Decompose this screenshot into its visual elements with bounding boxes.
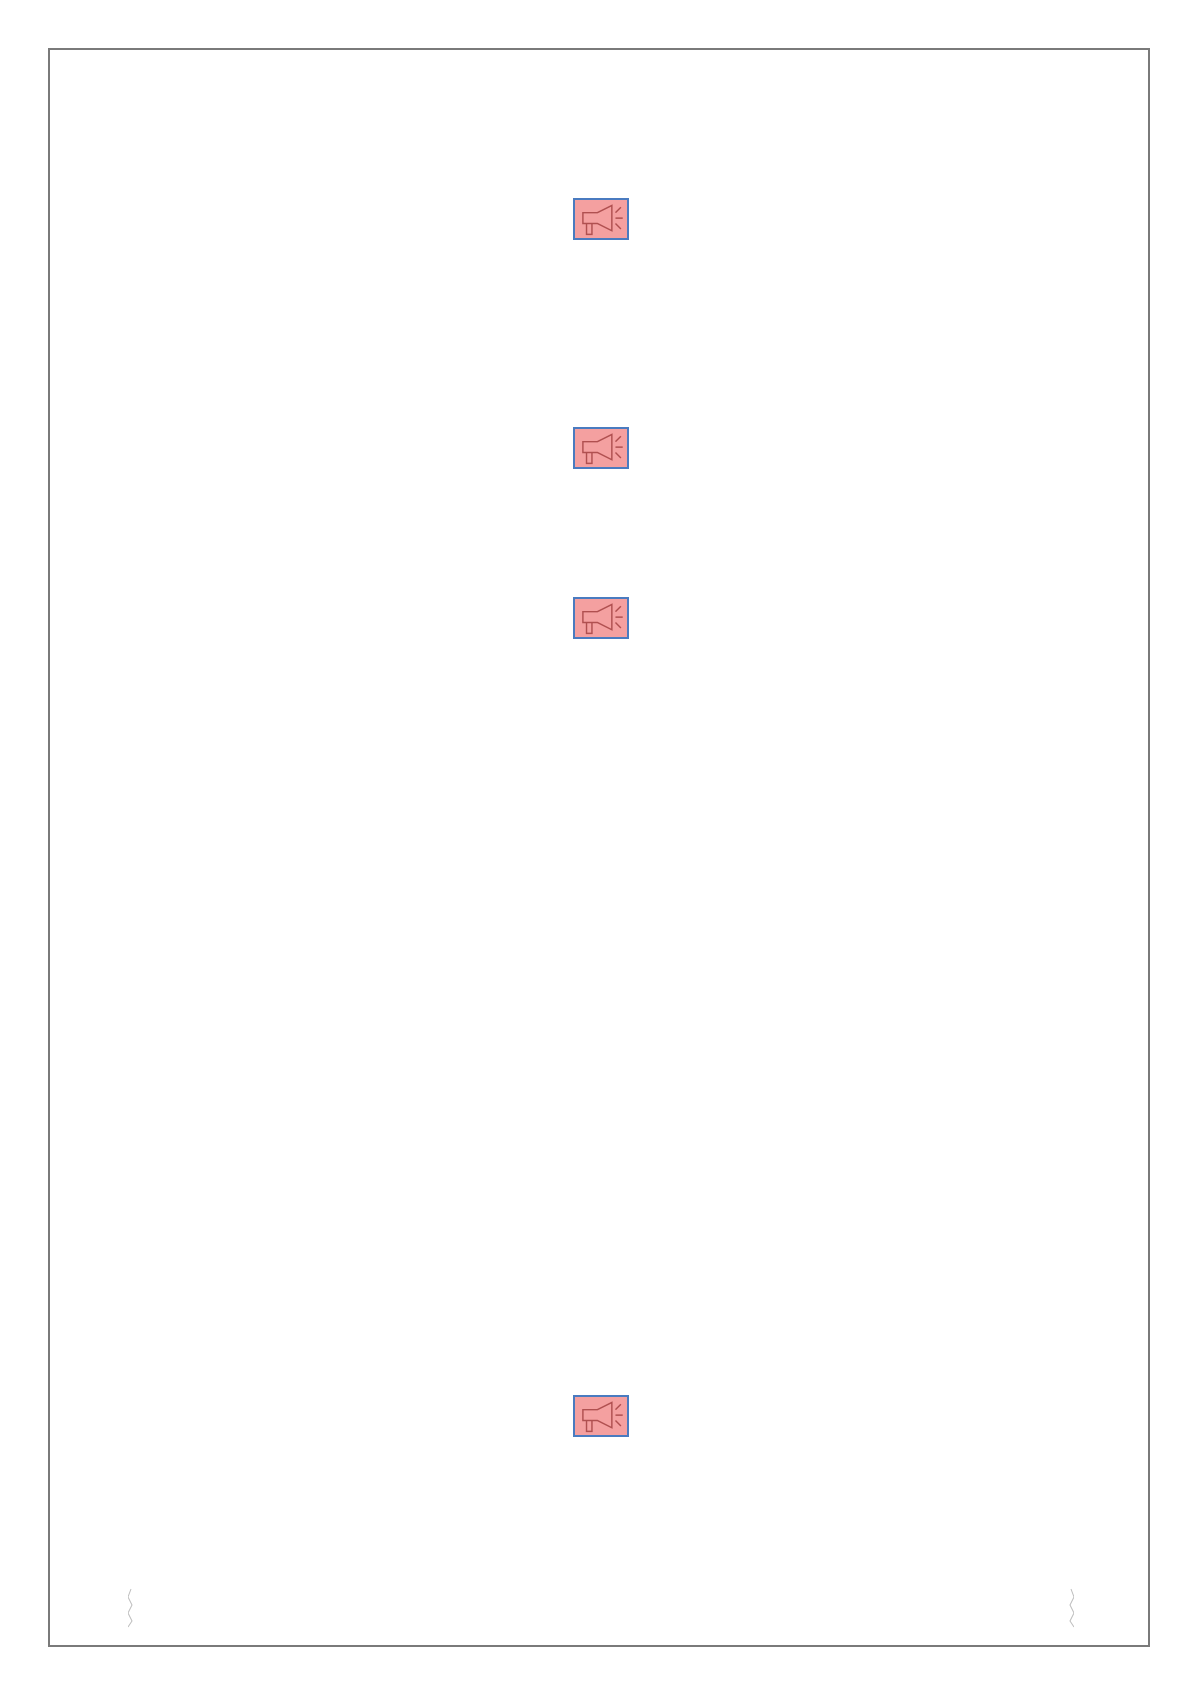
footer-zigzag-border <box>128 1585 1074 1631</box>
megaphone-icon[interactable] <box>573 1395 629 1437</box>
number-line-row <box>147 333 1059 416</box>
megaphone-icon[interactable] <box>573 427 629 469</box>
number-line-table <box>147 333 1059 416</box>
footer <box>128 1585 1074 1631</box>
number-square-table <box>147 733 1059 1384</box>
megaphone-icon[interactable] <box>573 198 629 240</box>
megaphone-icon[interactable] <box>573 597 629 639</box>
